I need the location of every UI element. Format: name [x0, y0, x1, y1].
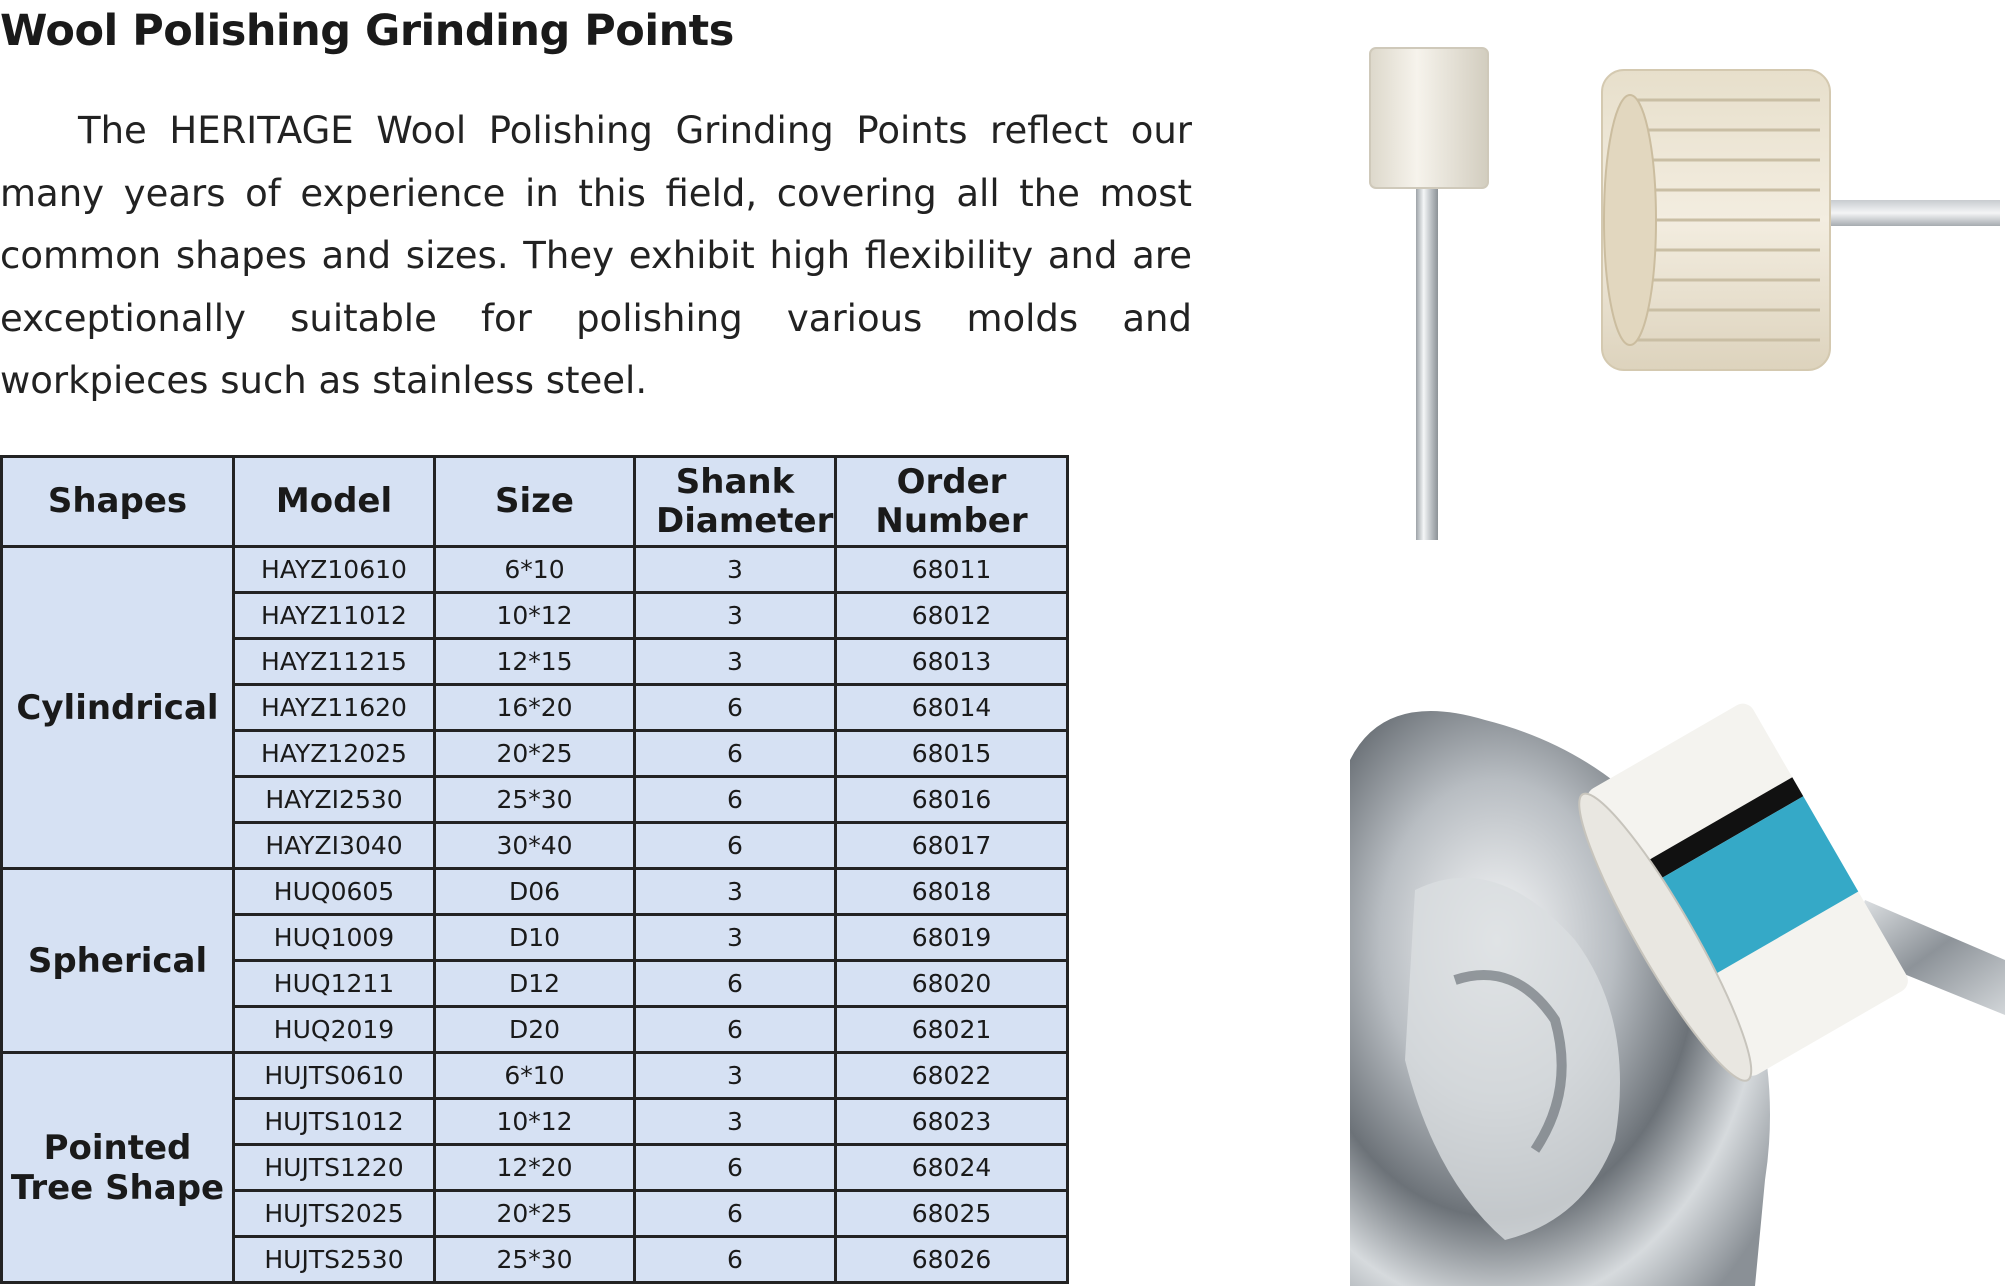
model-cell: HUJTS2025	[234, 1191, 435, 1237]
header-shank-diameter: Shank Diameter	[635, 457, 836, 547]
table-row	[2, 869, 1068, 915]
order-cell: 68022	[836, 1053, 1068, 1099]
shank-cell: 6	[635, 823, 836, 869]
shank-cell: 3	[635, 915, 836, 961]
size-cell: D10	[435, 915, 635, 961]
table-row	[2, 547, 1068, 593]
order-cell: 68021	[836, 1007, 1068, 1053]
model-cell: HAYZ11620	[234, 685, 435, 731]
size-cell: 12*15	[435, 639, 635, 685]
product-description: The HERITAGE Wool Polishing Grinding Points reflect our many years of experience in this field, covering all the most common shapes and sizes. They exhibit high flexibility and are exceptionally suitable for polishing various molds and workpieces such as stainless steel.	[0, 109, 1192, 402]
order-cell: 68025	[836, 1191, 1068, 1237]
shank-cell: 6	[635, 777, 836, 823]
shape-cell-cylindrical: Cylindrical	[2, 547, 234, 869]
table-row	[2, 1053, 1068, 1099]
shank-cell: 6	[635, 961, 836, 1007]
shank-cell: 6	[635, 1237, 836, 1283]
order-cell: 68026	[836, 1237, 1068, 1283]
model-cell: HAYZ10610	[234, 547, 435, 593]
size-cell: D20	[435, 1007, 635, 1053]
table-header-row	[2, 457, 1068, 547]
model-cell: HUJTS2530	[234, 1237, 435, 1283]
shank-cell: 6	[635, 1145, 836, 1191]
shank-cell: 3	[635, 639, 836, 685]
model-cell: HUJTS0610	[234, 1053, 435, 1099]
size-cell: 20*25	[435, 731, 635, 777]
header-size: Size	[435, 457, 635, 547]
header-order-number: Order Number	[836, 457, 1068, 547]
order-cell: 68011	[836, 547, 1068, 593]
size-cell: 25*30	[435, 1237, 635, 1283]
shank-cell: 6	[635, 1191, 836, 1237]
order-cell: 68020	[836, 961, 1068, 1007]
size-cell: 25*30	[435, 777, 635, 823]
model-cell: HAYZ11215	[234, 639, 435, 685]
order-cell: 68015	[836, 731, 1068, 777]
polishing-application-photo	[1345, 620, 2005, 1286]
order-cell: 68019	[836, 915, 1068, 961]
shank-cell: 6	[635, 685, 836, 731]
shape-cell-pointed-tree: Pointed Tree Shape	[2, 1053, 234, 1283]
model-cell: HAYZ12025	[234, 731, 435, 777]
header-shapes: Shapes	[2, 457, 234, 547]
shank-cell: 3	[635, 1053, 836, 1099]
size-cell: 20*25	[435, 1191, 635, 1237]
model-cell: HAYZI2530	[234, 777, 435, 823]
model-cell: HAYZI3040	[234, 823, 435, 869]
order-cell: 68016	[836, 777, 1068, 823]
model-cell: HUJTS1220	[234, 1145, 435, 1191]
order-cell: 68024	[836, 1145, 1068, 1191]
shank-cell: 3	[635, 547, 836, 593]
order-cell: 68013	[836, 639, 1068, 685]
size-cell: 16*20	[435, 685, 635, 731]
size-cell: 10*12	[435, 593, 635, 639]
flap-wheel-photo	[1590, 60, 2005, 380]
shank-cell: 3	[635, 593, 836, 639]
shank-cell: 3	[635, 869, 836, 915]
size-cell: 12*20	[435, 1145, 635, 1191]
size-cell: 6*10	[435, 1053, 635, 1099]
spec-table	[0, 455, 1069, 1284]
shank-cell: 6	[635, 731, 836, 777]
model-cell: HUQ0605	[234, 869, 435, 915]
size-cell: D12	[435, 961, 635, 1007]
order-cell: 68018	[836, 869, 1068, 915]
model-cell: HUQ1009	[234, 915, 435, 961]
size-cell: 10*12	[435, 1099, 635, 1145]
order-cell: 68012	[836, 593, 1068, 639]
model-cell: HAYZ11012	[234, 593, 435, 639]
size-cell: 6*10	[435, 547, 635, 593]
shape-cell-spherical: Spherical	[2, 869, 234, 1053]
cylindrical-point-photo	[1360, 40, 1500, 545]
size-cell: D06	[435, 869, 635, 915]
model-cell: HUJTS1012	[234, 1099, 435, 1145]
model-cell: HUQ2019	[234, 1007, 435, 1053]
order-cell: 68017	[836, 823, 1068, 869]
size-cell: 30*40	[435, 823, 635, 869]
order-cell: 68014	[836, 685, 1068, 731]
shank-cell: 3	[635, 1099, 836, 1145]
model-cell: HUQ1211	[234, 961, 435, 1007]
page-title: Wool Polishing Grinding Points	[0, 6, 734, 56]
order-cell: 68023	[836, 1099, 1068, 1145]
shank-cell: 6	[635, 1007, 836, 1053]
header-model: Model	[234, 457, 435, 547]
